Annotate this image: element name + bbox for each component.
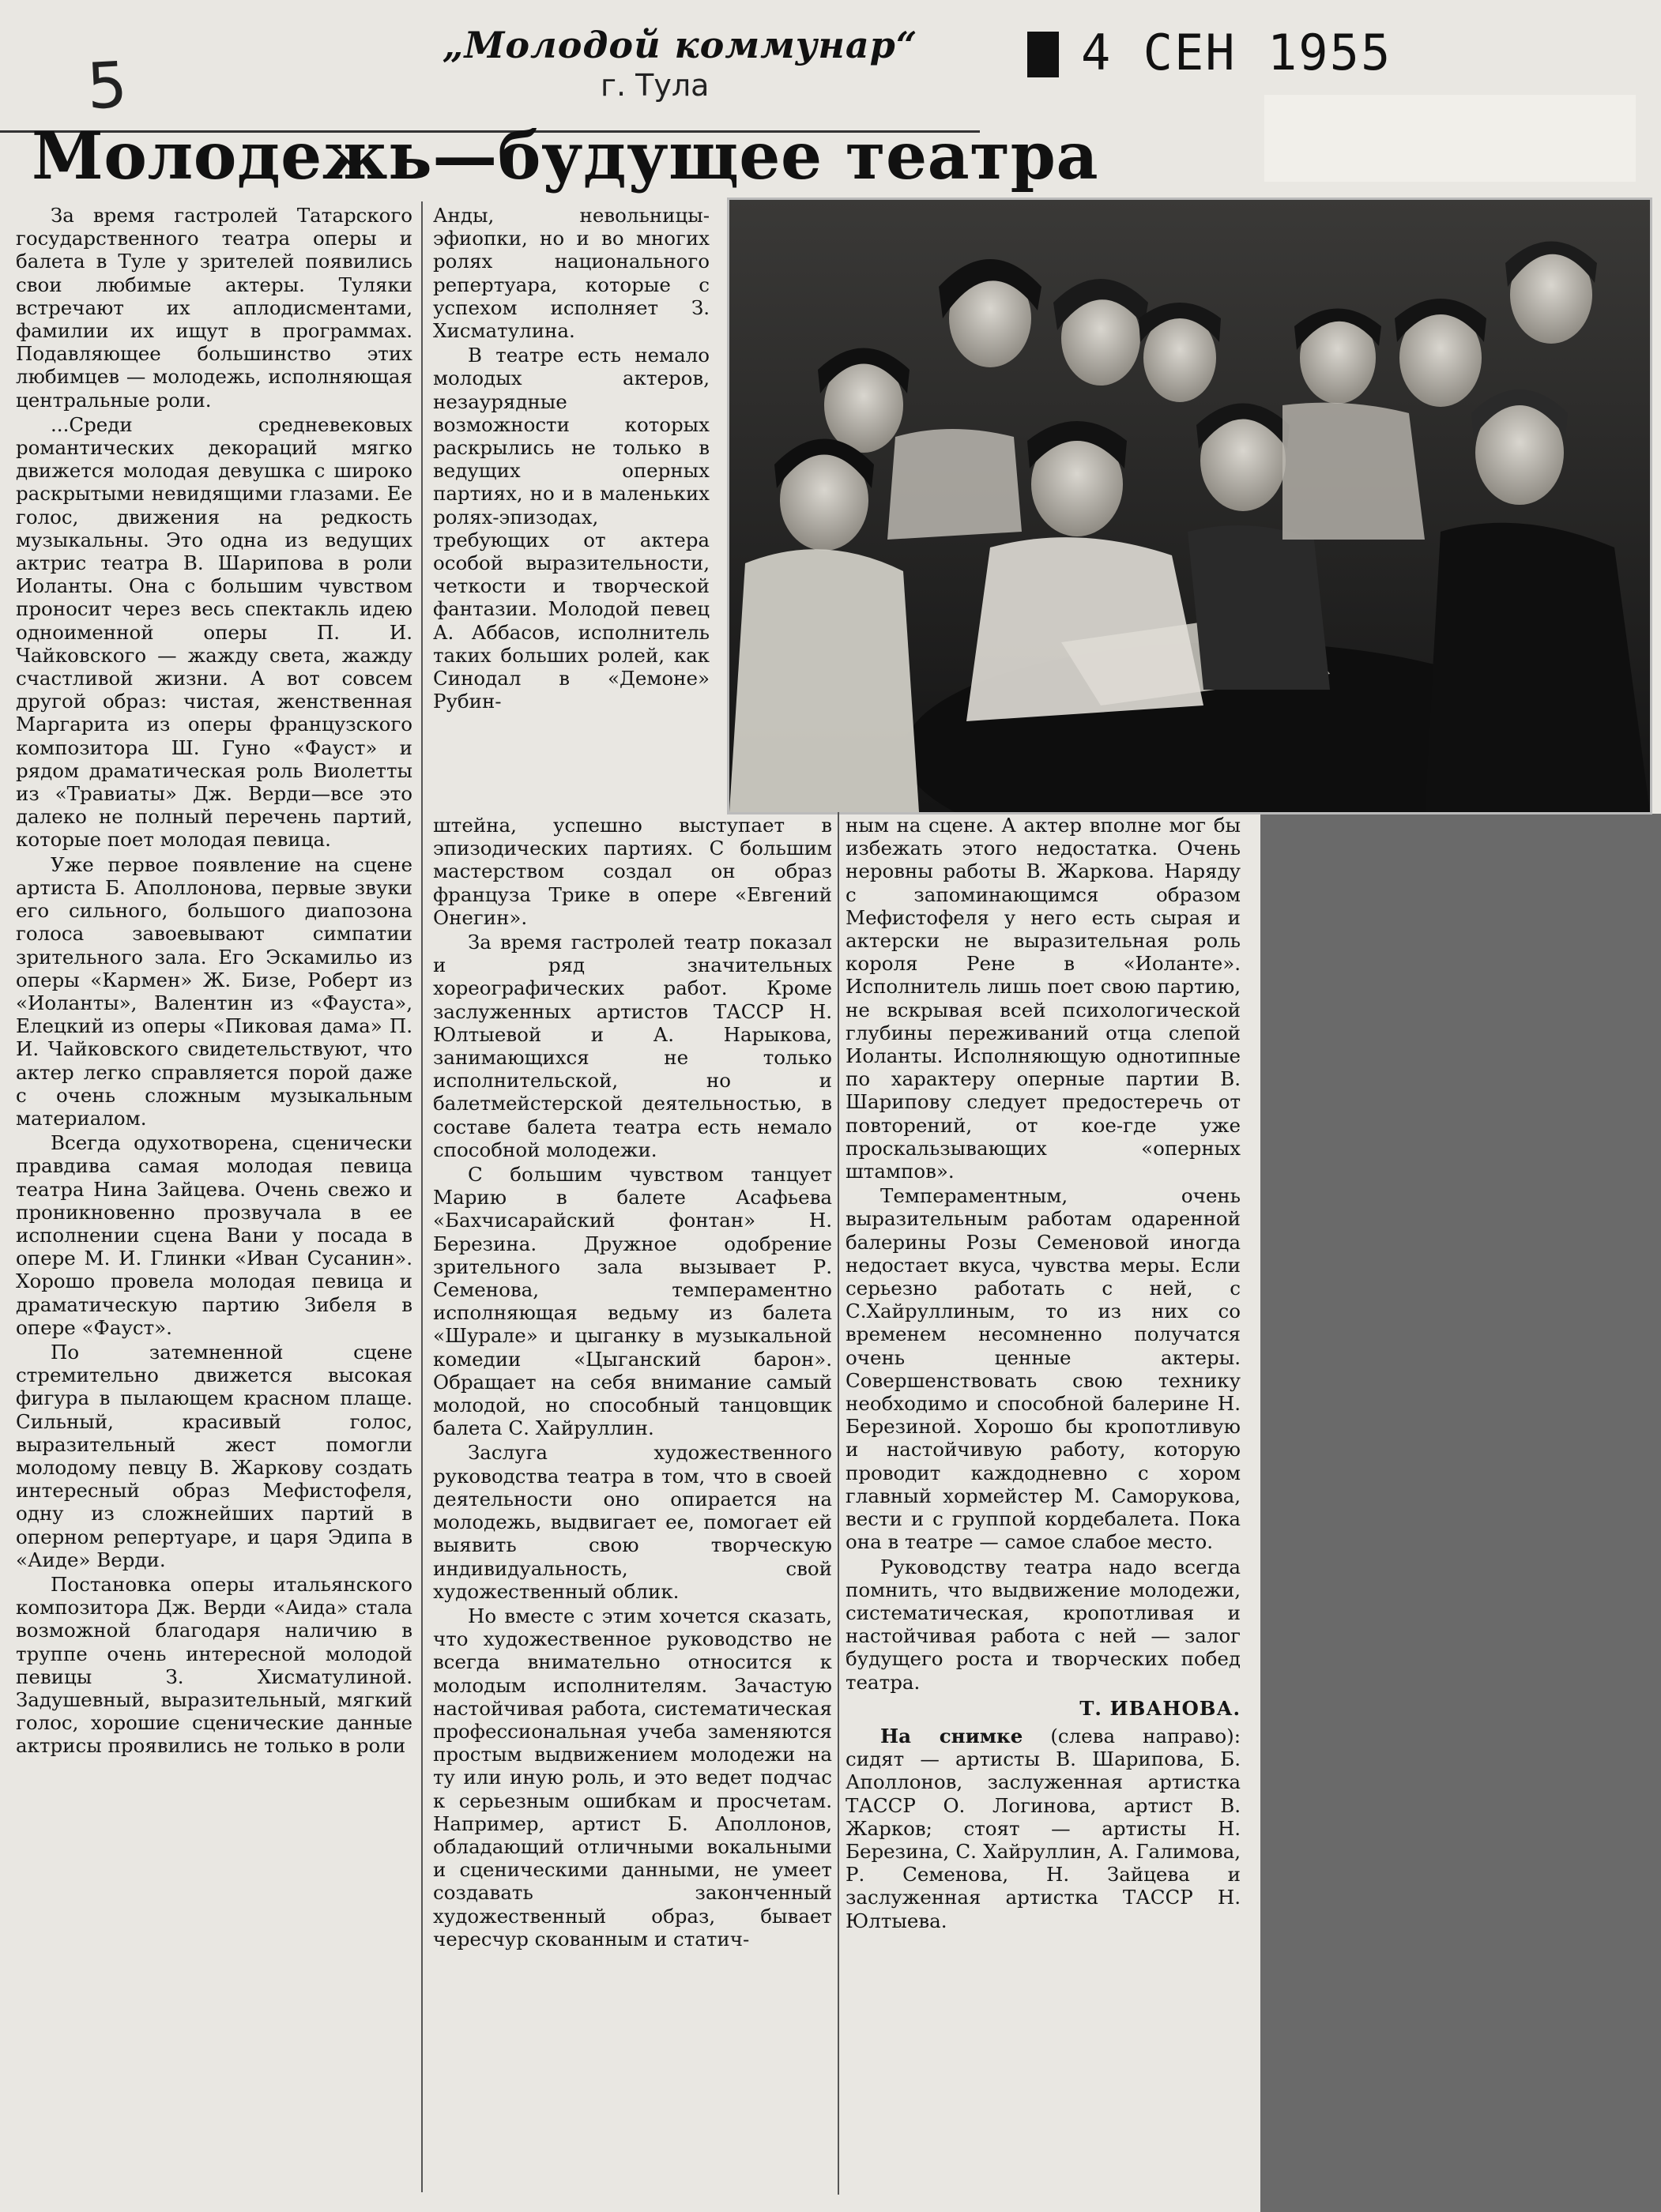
article-column-1 xyxy=(16,204,412,1759)
paragraph: Анды, невольницы-эфиопки, но и во многих ролях национального репертуара, которые с успехом исполняет З. Хисматулина. xyxy=(433,204,710,343)
paragraph: С большим чувством танцует Марию в балете Асафьева «Бахчисарайский фонтан» Н. Березина. Дружное одобрение зрительного зала вызывает Р. Семенова, темпераментно исполняющая ведьму из балета «Шурале» и цыганку в музыкальной комедии «Цыганский барон». Обращает на себя внимание самый молодой, но способный танцовщик балета С. Хайруллин. xyxy=(433,1163,832,1440)
newspaper-title: „Молодой коммунар“ xyxy=(443,24,918,66)
paragraph: В театре есть немало молодых актеров, незаурядные возможности которых раскрылись не только в ведущих оперных партиях, но и в маленьких ролях-эпизодах, требующих от актера особой выразительности, четкости и творческой фантазии. Молодой певец А. Аббасов, исполнитель таких больших ролей, как Синодал в «Демоне» Рубин- xyxy=(433,344,710,713)
newspaper-city: г. Тула xyxy=(601,68,710,103)
paragraph: ным на сцене. А актер вполне мог бы избежать этого недостатка. Очень неровны работы В. Жаркова. Наряду с запоминающимся образом Мефистофеля у него есть сырая и актерски не выразительная роль короля Рене в «Иоланте». Исполнитель лишь поет свою партию, не вскрывая всей психологической глубины переживаний отца слепой Иоланты. Исполняющую однотипные по характеру оперные партии В. Шарипову следует предостеречь от повторений, от кое-где уже проскальзывающих «оперных штампов». xyxy=(846,814,1241,1183)
column-rule-1 xyxy=(421,201,423,2192)
stamp-mark-icon xyxy=(1027,32,1059,77)
paragraph: За время гастролей Татарского государственного театра оперы и балета в Туле у зрителей появились свои любимые актеры. Туляки встречают их аплодисментами, фамилии их ищут в программах. Подавляющее большинство этих любимцев — молодежь, исполняющая центральные роли. xyxy=(16,204,412,412)
paragraph: штейна, успешно выступает в эпизодических партиях. С большим мастерством создал он образ француза Трике в опере «Евгений Онегин». xyxy=(433,814,832,929)
date-stamp: 4 СЕН 1955 xyxy=(1081,24,1392,81)
group-photo-image xyxy=(729,200,1650,812)
paragraph: ...Среди средневековых романтических декораций мягко движется молодая девушка с широко раскрытыми невидящими глазами. Ее голос, движения на редкость музыкальны. Это одна из ведущих актрис театра В. Шарипова в роли Иоланты. Она с большим чувством проносит через весь спектакль идею одноименной оперы П. И. Чайковского — жажду света, жажду счастливой жизни. А вот совсем другой образ: чистая, женственная Маргарита из оперы французского композитора Ш. Гуно «Фауст» и рядом драматическая роль Виолетты из «Травиаты» Дж. Верди—все это далеко не полный перечень партий, которые поет молодая певица. xyxy=(16,412,412,852)
group-photo xyxy=(727,198,1652,814)
paragraph: Заслуга художественного руководства театра в том, что в своей деятельности оно опирается на молодежь, выдвигает ее, помогает ей выявить свою творческую индивидуальность, свой художественный облик. xyxy=(433,1441,832,1603)
paragraph: За время гастролей театр показал и ряд значительных хореографических работ. Кроме заслуженных артистов ТАССР Н. Юлтыевой и А. Нарыкова, занимающихся не только исполнительской, но и балетмейстерской деятельностью, в составе балета театра есть немало способной молодежи. xyxy=(433,931,832,1161)
paragraph: Всегда одухотворена, сценически правдива самая молодая певица театра Нина Зайцева. Очень свежо и проникновенно прозвучала в ее исполнении сцена Вани у посада в опере М. И. Глинки «Иван Сусанин». Хорошо провела молодая певица и драматическую партию Зибеля в опере «Фауст». xyxy=(16,1131,412,1339)
photo-caption xyxy=(846,1725,1241,1932)
paragraph: Но вместе с этим хочется сказать, что художественное руководство не всегда внимательно относится к молодым исполнителям. Зачастую настойчивая работа, систематическая профессиональная учеба заменяются простым выдвижением молодежи на ту или иную роль, и это ведет подчас к серьезным ошибкам и просчетам. Например, артист Б. Аполлонов, обладающий отличными вокальными и сценическими данными, не умеет создавать законченный художественный образ, бывает чересчур скованным и статич- xyxy=(433,1604,832,1951)
paragraph: Постановка оперы итальянского композитора Дж. Верди «Аида» стала возможной благодаря наличию в труппе очень интересной молодой певицы З. Хисматулиной. Задушевный, выразительный, мягкий голос, хорошие сценические данные актрисы проявились не только в роли xyxy=(16,1572,412,1758)
paper-stain xyxy=(1264,95,1636,182)
article-column-2 xyxy=(433,204,710,714)
paragraph: Руководству театра надо всегда помнить, что выдвижение молодежи, систематическая, кропотливая и настойчивая работа с ней — залог будущего роста и творческих побед театра. xyxy=(846,1555,1241,1694)
photo-caption-lead: На снимке xyxy=(880,1724,1023,1747)
column-rule-2 xyxy=(838,812,839,2195)
paragraph: По затемненной сцене стремительно движется высокая фигура в пылающем красном плаще. Сильный, красивый голос, выразительный жест помогли молодому певцу В. Жаркову создать интересный образ Мефистофеля, одну из сложнейших партий в оперном репертуаре, и царя Эдипа в «Аиде» Верди. xyxy=(16,1340,412,1571)
paragraph: Уже первое появление на сцене артиста Б. Аполлонова, первые звуки его сильного, большого диапозона голоса завоевывают симпатии зрительного зала. Его Эскамильо из оперы «Кармен» Ж. Бизе, Роберт из «Иоланты», Валентин из «Фауста», Елецкий из оперы «Пиковая дама» П. И. Чайковского свидетельствуют, что актер легко справляется порой даже с очень сложным музыкальным материалом. xyxy=(16,852,412,1130)
author-signature: Т. ИВАНОВА. xyxy=(1079,1696,1241,1720)
article-headline: Молодежь—будущее театра xyxy=(32,118,1099,194)
article-column-3 xyxy=(846,814,1241,1934)
article-column-2-lower xyxy=(433,814,832,1952)
handwritten-page-number: 5 xyxy=(85,47,130,124)
paragraph: Темпераментным, очень выразительным работам одаренной балерины Розы Семеновой иногда недостает вкуса, чувства меры. Если серьезно работать с ней, с С.Хайруллиным, то из них со временем несомненно получатся очень ценные актеры. Совершенствовать свою технику необходимо и способной балерине Н. Березиной. Хорошо бы кропотливую и настойчивую работу, которую проводит каждодневно с хором главный хормейстер М. Саморукова, вести и с группой кордебалета. Пока она в театре — самое слабое место. xyxy=(846,1184,1241,1554)
photo-caption-text: (слева направо): сидят — артисты В. Шарипова, Б. Аполлонов, заслуженная артистка ТАССР О. Логинова, артист В. Жарков; стоят — артисты Н. Березина, С. Хайруллин, А. Галимова, Р. Семенова, Н. Зайцева и заслуженная артистка ТАССР Н. Юлтыева. xyxy=(846,1724,1241,1932)
